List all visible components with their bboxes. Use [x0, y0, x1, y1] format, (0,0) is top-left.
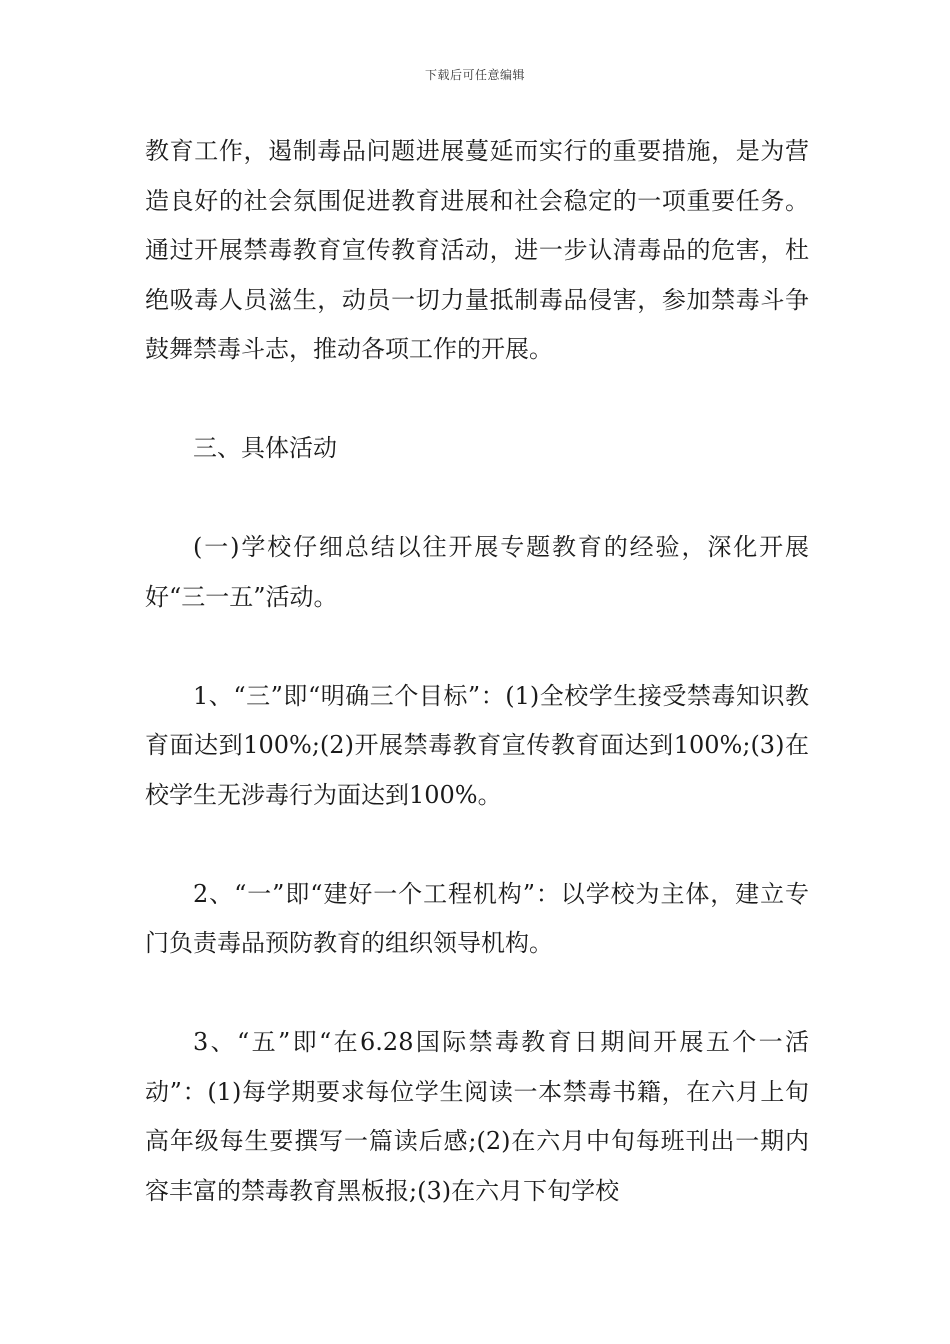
- paragraph-intro-continuation: 教育工作，遏制毒品问题进展蔓延而实行的重要措施，是为营造良好的社会氛围促进教育进展和社会稳定的一项重要任务。通过开展禁毒教育宣传教育活动，进一步认清毒品的危害，杜绝吸毒人员滋生，动员一切力量抵制毒品侵害，参加禁毒斗争鼓舞禁毒斗志，推动各项工作的开展。: [145, 137, 809, 363]
- paragraph-item-3: 3、“五”即“在6.28国际禁毒教育日期间开展五个一活动”：(1)每学期要求每位学生阅读一本禁毒书籍，在六月上旬高年级每生要撰写一篇读后感;(2)在六月中旬每班刊出一期内容丰富的禁毒教育黑板报;(3)在六月下旬学校: [145, 1028, 809, 1205]
- paragraph-item-1: 1、“三”即“明确三个目标”：(1)全校学生接受禁毒知识教育面达到100%;(2)开展禁毒教育宣传教育面达到100%;(3)在校学生无涉毒行为面达到100%。: [145, 681, 809, 809]
- page-header-note: 下载后可任意编辑: [424, 68, 525, 82]
- paragraph-subsection-one: (一)学校仔细总结以往开展专题教育的经验，深化开展好“三一五”活动。: [145, 533, 809, 611]
- paragraph-item-2: 2、“一”即“建好一个工程机构”：以学校为主体，建立专门负责毒品预防教育的组织领导机构。: [145, 879, 809, 957]
- document-body: [145, 127, 809, 1216]
- section-heading-specific-activities: 三、具体活动: [193, 434, 337, 462]
